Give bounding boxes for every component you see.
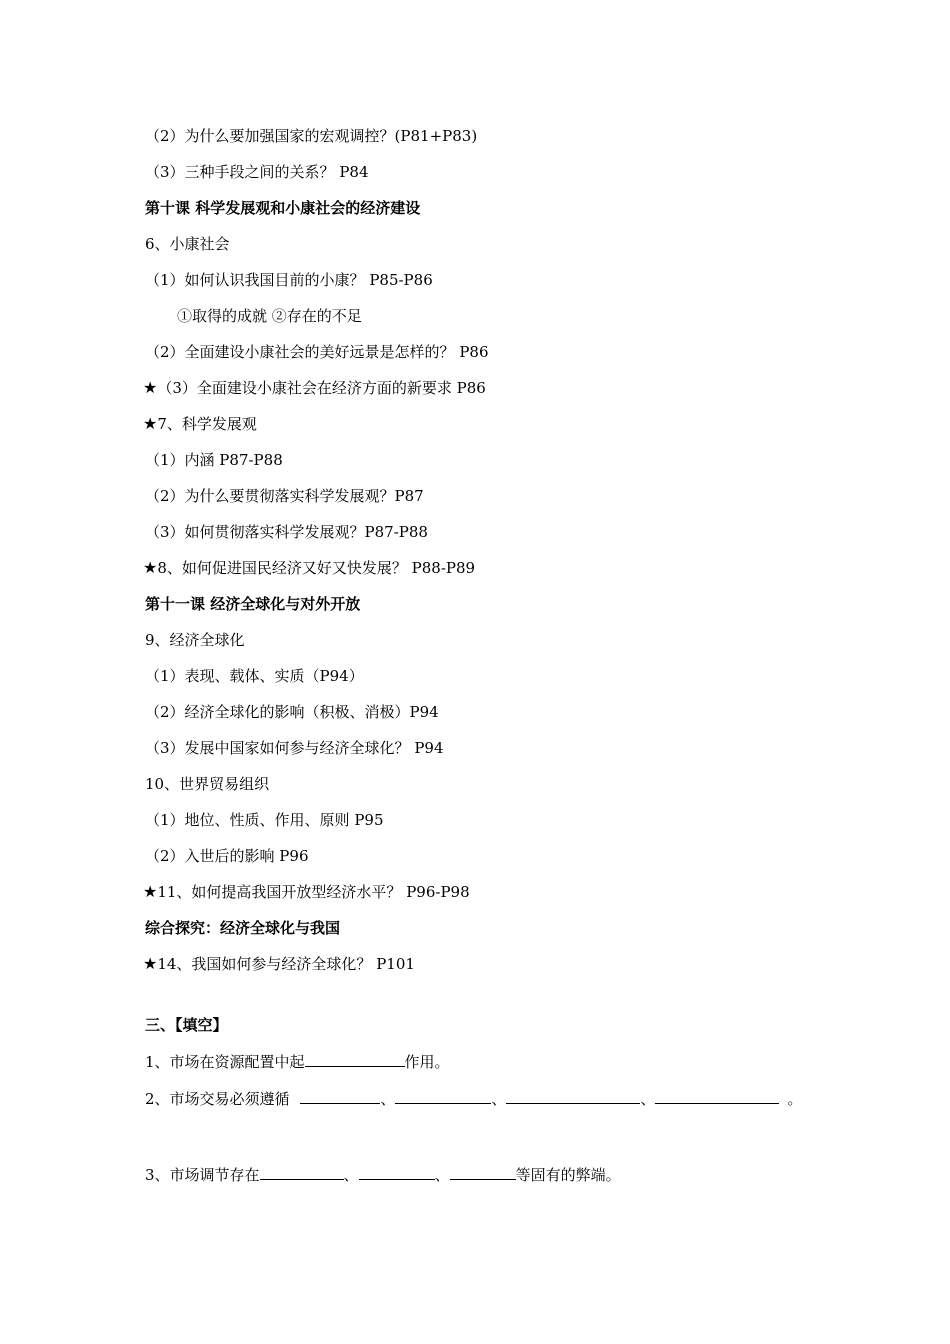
question-line: （2）全面建设小康社会的美好远景是怎样的？ P86	[145, 343, 489, 361]
star-icon: ★	[143, 954, 158, 973]
question-line: （2）为什么要加强国家的宏观调控？(P81+P83)	[145, 127, 478, 145]
question-line: （1）地位、性质、作用、原则 P95	[145, 811, 384, 829]
fill-question-1: 1、市场在资源配置中起 作用。	[145, 1050, 450, 1072]
fill-question-2: 2、市场交易必须遵循 、 、 、 。	[145, 1087, 802, 1109]
question-line: （2）经济全球化的影响（积极、消极）P94	[145, 703, 439, 721]
section-heading: 10、世界贸易组织	[145, 775, 270, 793]
question-line: （3）三种手段之间的关系？ P84	[145, 163, 369, 181]
star-icon: ★	[143, 558, 158, 577]
star-icon: ★	[143, 414, 158, 433]
answer-blank[interactable]	[300, 1087, 380, 1104]
key-question-line: ★（3）全面建设小康社会在经济方面的新要求 P86	[143, 378, 486, 397]
lesson-heading: 第十课 科学发展观和小康社会的经济建设	[145, 199, 421, 217]
answer-blank[interactable]	[395, 1087, 491, 1104]
answer-blank[interactable]	[305, 1050, 405, 1067]
lesson-heading: 第十一课 经济全球化与对外开放	[145, 595, 361, 613]
star-icon: ★	[143, 882, 158, 901]
star-icon: ★	[143, 378, 158, 397]
question-line: （1）如何认识我国目前的小康？ P85-P86	[145, 271, 433, 289]
answer-blank[interactable]	[450, 1163, 516, 1180]
key-section-heading: ★14、我国如何参与经济全球化？ P101	[143, 954, 415, 973]
answer-blank[interactable]	[359, 1163, 435, 1180]
answer-blank[interactable]	[260, 1163, 344, 1180]
question-line: （2）入世后的影响 P96	[145, 847, 309, 865]
section-heading: 9、经济全球化	[145, 631, 245, 649]
question-line: （2）为什么要贯彻落实科学发展观？P87	[145, 487, 424, 505]
key-section-heading: ★8、如何促进国民经济又好又快发展？ P88-P89	[143, 558, 476, 577]
question-line: （1）表现、载体、实质（P94）	[145, 667, 364, 685]
part-heading: 三、【填空】	[145, 1016, 228, 1034]
answer-blank[interactable]	[655, 1087, 779, 1104]
section-heading: 6、小康社会	[145, 235, 230, 253]
fill-question-3: 3、市场调节存在 、 、 等固有的弊端。	[145, 1163, 621, 1185]
inquiry-heading: 综合探究：经济全球化与我国	[145, 919, 341, 937]
key-section-heading: ★11、如何提高我国开放型经济水平？ P96-P98	[143, 882, 470, 901]
question-line: （3）如何贯彻落实科学发展观？P87-P88	[145, 523, 428, 541]
question-line: （1）内涵 P87-P88	[145, 451, 283, 469]
sub-point-line: ①取得的成就 ②存在的不足	[177, 307, 362, 325]
key-section-heading: ★7、科学发展观	[143, 414, 257, 433]
question-line: （3）发展中国家如何参与经济全球化？ P94	[145, 739, 444, 757]
answer-blank[interactable]	[506, 1087, 640, 1104]
